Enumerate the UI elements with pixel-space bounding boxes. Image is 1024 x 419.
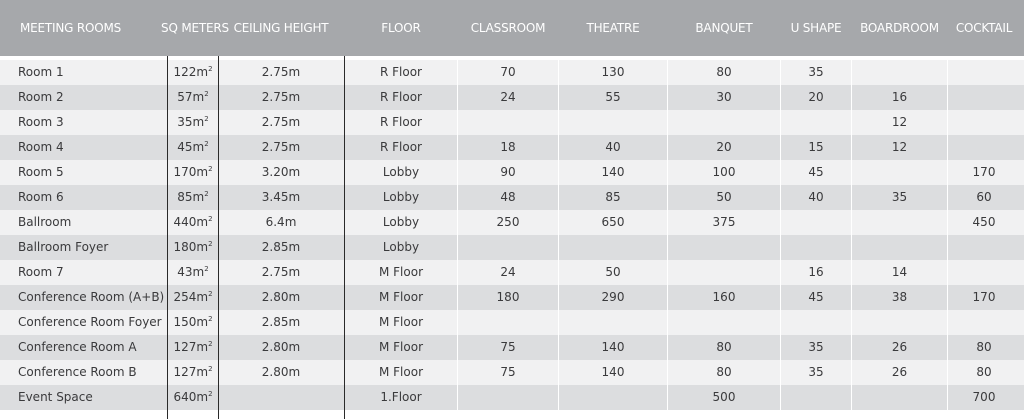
sq-meters-cell xyxy=(168,260,218,285)
squared-unit-mark: 2 xyxy=(204,140,209,148)
classroom-capacity-value: 90 xyxy=(500,165,516,179)
classroom-capacity-cell xyxy=(458,335,558,360)
table-row xyxy=(0,335,1024,360)
banquet-capacity-cell xyxy=(668,185,780,210)
ceiling-height-cell xyxy=(219,185,343,210)
sq-meters-cell xyxy=(168,85,218,110)
theatre-capacity-value: 140 xyxy=(601,340,625,354)
sq-meters-value: 57m xyxy=(177,90,205,104)
squared-unit-mark: 2 xyxy=(208,215,213,223)
floor-cell xyxy=(345,260,457,285)
u-shape-capacity-cell xyxy=(781,185,851,210)
u-shape-capacity-cell xyxy=(781,335,851,360)
ceiling-height-value: 2.75m xyxy=(261,140,301,154)
u-shape-capacity-cell xyxy=(781,285,851,310)
room-name-value: Conference Room B xyxy=(18,365,137,379)
ceiling-height-cell xyxy=(219,235,343,260)
header-meeting-rooms: MEETING ROOMS xyxy=(20,21,122,35)
room-name-value: Ballroom Foyer xyxy=(18,240,109,254)
room-name-value: Room 4 xyxy=(18,140,64,154)
floor-cell xyxy=(345,210,457,235)
banquet-capacity-value: 50 xyxy=(716,190,732,204)
ceiling-height-cell xyxy=(219,310,343,335)
theatre-capacity-value: 140 xyxy=(601,165,625,179)
boardroom-capacity-cell xyxy=(852,310,947,335)
squared-unit-mark: 2 xyxy=(208,290,213,298)
cocktail-capacity-cell xyxy=(948,185,1020,210)
ceiling-height-cell xyxy=(219,135,343,160)
header-classroom: CLASSROOM xyxy=(470,21,546,35)
column-divider xyxy=(167,56,168,419)
sq-meters-cell xyxy=(168,335,218,360)
sq-meters-cell xyxy=(168,185,218,210)
column-divider xyxy=(344,56,345,419)
table-row xyxy=(0,360,1024,385)
squared-unit-mark: 2 xyxy=(204,90,209,98)
theatre-capacity-cell xyxy=(559,360,667,385)
cocktail-capacity-cell xyxy=(948,285,1020,310)
table-row xyxy=(0,110,1024,135)
boardroom-capacity-cell xyxy=(852,285,947,310)
sq-meters-value: 180m xyxy=(173,240,209,254)
boardroom-capacity-cell xyxy=(852,210,947,235)
room-name-value: Conference Room (A+B) xyxy=(18,290,165,304)
classroom-capacity-cell xyxy=(458,160,558,185)
u-shape-capacity-value: 20 xyxy=(808,90,824,104)
classroom-capacity-cell xyxy=(458,360,558,385)
column-divider xyxy=(457,56,458,419)
floor-value: Lobby xyxy=(382,240,420,254)
room-name-cell xyxy=(0,360,165,385)
sq-meters-cell xyxy=(168,160,218,185)
ceiling-height-value: 3.45m xyxy=(261,190,301,204)
classroom-capacity-value: 24 xyxy=(500,265,516,279)
room-name-cell xyxy=(0,210,165,235)
ceiling-height-value: 2.85m xyxy=(261,240,301,254)
floor-cell xyxy=(345,160,457,185)
classroom-capacity-cell xyxy=(458,60,558,85)
classroom-capacity-value: 18 xyxy=(500,140,516,154)
cocktail-capacity-value: 60 xyxy=(976,190,992,204)
cocktail-capacity-cell xyxy=(948,235,1020,260)
u-shape-capacity-cell xyxy=(781,85,851,110)
sq-meters-value: 85m xyxy=(177,190,205,204)
classroom-capacity-value: 24 xyxy=(500,90,516,104)
header-cocktail: COCKTAIL xyxy=(955,21,1013,35)
sq-meters-value: 127m xyxy=(173,340,209,354)
table-row xyxy=(0,385,1024,410)
room-name-value: Conference Room Foyer xyxy=(18,315,162,329)
theatre-capacity-cell xyxy=(559,235,667,260)
theatre-capacity-cell xyxy=(559,285,667,310)
sq-meters-cell xyxy=(168,110,218,135)
theatre-capacity-value: 650 xyxy=(601,215,625,229)
squared-unit-mark: 2 xyxy=(208,315,213,323)
sq-meters-value: 440m xyxy=(173,215,209,229)
ceiling-height-value: 2.85m xyxy=(261,315,301,329)
table-row xyxy=(0,260,1024,285)
sq-meters-value: 43m xyxy=(177,265,205,279)
room-name-cell xyxy=(0,160,165,185)
room-name-value: Conference Room A xyxy=(18,340,137,354)
floor-value: Lobby xyxy=(382,190,420,204)
ceiling-height-cell xyxy=(219,335,343,360)
squared-unit-mark: 2 xyxy=(208,240,213,248)
sq-meters-cell xyxy=(168,210,218,235)
room-name-value: Room 2 xyxy=(18,90,64,104)
cocktail-capacity-cell xyxy=(948,210,1020,235)
classroom-capacity-cell xyxy=(458,285,558,310)
cocktail-capacity-value: 700 xyxy=(972,390,996,404)
floor-value: M Floor xyxy=(378,265,424,279)
room-name-cell xyxy=(0,60,165,85)
header-ceiling-height: CEILING HEIGHT xyxy=(233,21,329,35)
classroom-capacity-cell xyxy=(458,85,558,110)
boardroom-capacity-cell xyxy=(852,85,947,110)
floor-value: M Floor xyxy=(378,340,424,354)
banquet-capacity-value: 375 xyxy=(712,215,736,229)
room-name-value: Room 6 xyxy=(18,190,64,204)
theatre-capacity-cell xyxy=(559,210,667,235)
banquet-capacity-value: 100 xyxy=(712,165,736,179)
ceiling-height-value: 2.80m xyxy=(261,340,301,354)
boardroom-capacity-value: 12 xyxy=(891,115,908,129)
cocktail-capacity-value: 170 xyxy=(972,290,996,304)
boardroom-capacity-cell xyxy=(852,160,947,185)
banquet-capacity-cell xyxy=(668,285,780,310)
classroom-capacity-value: 70 xyxy=(500,65,516,79)
theatre-capacity-value: 85 xyxy=(605,190,621,204)
u-shape-capacity-value: 35 xyxy=(808,340,824,354)
banquet-capacity-value: 80 xyxy=(716,65,732,79)
theatre-capacity-cell xyxy=(559,385,667,410)
boardroom-capacity-cell xyxy=(852,135,947,160)
banquet-capacity-cell xyxy=(668,335,780,360)
room-name-cell xyxy=(0,235,165,260)
theatre-capacity-cell xyxy=(559,260,667,285)
u-shape-capacity-cell xyxy=(781,135,851,160)
room-name-value: Room 3 xyxy=(18,115,64,129)
u-shape-capacity-cell xyxy=(781,260,851,285)
floor-cell xyxy=(345,60,457,85)
boardroom-capacity-value: 14 xyxy=(891,265,908,279)
floor-value: M Floor xyxy=(378,315,424,329)
classroom-capacity-value: 75 xyxy=(500,365,516,379)
banquet-capacity-value: 30 xyxy=(716,90,732,104)
floor-cell xyxy=(345,285,457,310)
header-floor: FLOOR xyxy=(381,21,421,35)
classroom-capacity-cell xyxy=(458,210,558,235)
ceiling-height-value: 2.75m xyxy=(261,265,301,279)
room-name-cell xyxy=(0,85,165,110)
theatre-capacity-cell xyxy=(559,335,667,360)
table-row xyxy=(0,235,1024,260)
table-header xyxy=(0,0,1024,56)
banquet-capacity-cell xyxy=(668,60,780,85)
u-shape-capacity-cell xyxy=(781,385,851,410)
table-row xyxy=(0,60,1024,85)
classroom-capacity-cell xyxy=(458,310,558,335)
ceiling-height-value: 3.20m xyxy=(261,165,301,179)
sq-meters-value: 122m xyxy=(173,65,209,79)
boardroom-capacity-cell xyxy=(852,260,947,285)
ceiling-height-cell xyxy=(219,260,343,285)
banquet-capacity-value: 20 xyxy=(716,140,732,154)
header-sq-meters: SQ METERS xyxy=(161,21,229,35)
u-shape-capacity-value: 45 xyxy=(808,290,824,304)
banquet-capacity-value: 500 xyxy=(712,390,736,404)
floor-cell xyxy=(345,185,457,210)
classroom-capacity-cell xyxy=(458,385,558,410)
boardroom-capacity-value: 35 xyxy=(891,190,908,204)
banquet-capacity-cell xyxy=(668,310,780,335)
sq-meters-value: 127m xyxy=(173,365,209,379)
cocktail-capacity-cell xyxy=(948,60,1020,85)
room-name-value: Event Space xyxy=(18,390,93,404)
boardroom-capacity-cell xyxy=(852,360,947,385)
squared-unit-mark: 2 xyxy=(208,65,213,73)
sq-meters-cell xyxy=(168,385,218,410)
ceiling-height-cell xyxy=(219,360,343,385)
cocktail-capacity-cell xyxy=(948,135,1020,160)
room-name-cell xyxy=(0,110,165,135)
classroom-capacity-value: 180 xyxy=(496,290,520,304)
room-name-cell xyxy=(0,285,165,310)
cocktail-capacity-value: 80 xyxy=(976,365,992,379)
ceiling-height-cell xyxy=(219,85,343,110)
cocktail-capacity-value: 170 xyxy=(972,165,996,179)
boardroom-capacity-value: 38 xyxy=(891,290,908,304)
ceiling-height-cell xyxy=(219,160,343,185)
theatre-capacity-cell xyxy=(559,110,667,135)
boardroom-capacity-value: 16 xyxy=(891,90,908,104)
header-theatre: THEATRE xyxy=(586,21,640,35)
banquet-capacity-cell xyxy=(668,110,780,135)
sq-meters-cell xyxy=(168,285,218,310)
banquet-capacity-cell xyxy=(668,385,780,410)
u-shape-capacity-cell xyxy=(781,360,851,385)
banquet-capacity-cell xyxy=(668,210,780,235)
room-name-cell xyxy=(0,385,165,410)
column-divider xyxy=(558,56,559,419)
cocktail-capacity-cell xyxy=(948,110,1020,135)
ceiling-height-cell xyxy=(219,285,343,310)
u-shape-capacity-value: 35 xyxy=(808,365,824,379)
theatre-capacity-cell xyxy=(559,85,667,110)
sq-meters-cell xyxy=(168,60,218,85)
u-shape-capacity-value: 40 xyxy=(808,190,824,204)
table-row xyxy=(0,185,1024,210)
floor-cell xyxy=(345,360,457,385)
squared-unit-mark: 2 xyxy=(204,115,209,123)
theatre-capacity-value: 140 xyxy=(601,365,625,379)
column-divider xyxy=(667,56,668,419)
floor-cell xyxy=(345,85,457,110)
banquet-capacity-cell xyxy=(668,85,780,110)
floor-cell xyxy=(345,235,457,260)
floor-cell xyxy=(345,310,457,335)
header-boardroom: BOARDROOM xyxy=(860,21,939,35)
room-name-value: Room 1 xyxy=(18,65,64,79)
theatre-capacity-cell xyxy=(559,185,667,210)
boardroom-capacity-cell xyxy=(852,385,947,410)
classroom-capacity-cell xyxy=(458,235,558,260)
boardroom-capacity-cell xyxy=(852,335,947,360)
floor-value: Lobby xyxy=(382,165,420,179)
banquet-capacity-value: 80 xyxy=(716,340,732,354)
floor-value: M Floor xyxy=(378,365,424,379)
u-shape-capacity-cell xyxy=(781,60,851,85)
theatre-capacity-value: 40 xyxy=(605,140,621,154)
room-name-cell xyxy=(0,185,165,210)
squared-unit-mark: 2 xyxy=(208,165,213,173)
classroom-capacity-cell xyxy=(458,135,558,160)
boardroom-capacity-value: 26 xyxy=(891,340,908,354)
u-shape-capacity-value: 16 xyxy=(808,265,824,279)
floor-value: 1.Floor xyxy=(380,390,422,404)
floor-value: R Floor xyxy=(379,90,422,104)
cocktail-capacity-cell xyxy=(948,160,1020,185)
banquet-capacity-value: 80 xyxy=(716,365,732,379)
boardroom-capacity-cell xyxy=(852,110,947,135)
cocktail-capacity-value: 80 xyxy=(976,340,992,354)
classroom-capacity-value: 250 xyxy=(496,215,520,229)
floor-cell xyxy=(345,110,457,135)
sq-meters-cell xyxy=(168,235,218,260)
classroom-capacity-value: 48 xyxy=(500,190,516,204)
boardroom-capacity-cell xyxy=(852,60,947,85)
ceiling-height-value: 2.75m xyxy=(261,115,301,129)
ceiling-height-cell xyxy=(219,385,343,410)
banquet-capacity-value: 160 xyxy=(712,290,736,304)
floor-cell xyxy=(345,385,457,410)
room-name-value: Room 7 xyxy=(18,265,64,279)
boardroom-capacity-value: 26 xyxy=(891,365,908,379)
boardroom-capacity-cell xyxy=(852,185,947,210)
floor-cell xyxy=(345,335,457,360)
cocktail-capacity-cell xyxy=(948,360,1020,385)
table-row xyxy=(0,210,1024,235)
header-u-shape: U SHAPE xyxy=(790,21,842,35)
banquet-capacity-cell xyxy=(668,360,780,385)
theatre-capacity-cell xyxy=(559,60,667,85)
squared-unit-mark: 2 xyxy=(204,190,209,198)
u-shape-capacity-cell xyxy=(781,310,851,335)
floor-cell xyxy=(345,135,457,160)
banquet-capacity-cell xyxy=(668,260,780,285)
theatre-capacity-value: 130 xyxy=(601,65,625,79)
sq-meters-cell xyxy=(168,360,218,385)
theatre-capacity-value: 50 xyxy=(605,265,621,279)
u-shape-capacity-cell xyxy=(781,235,851,260)
cocktail-capacity-cell xyxy=(948,335,1020,360)
room-name-cell xyxy=(0,335,165,360)
table-row xyxy=(0,285,1024,310)
cocktail-capacity-value: 450 xyxy=(972,215,996,229)
cocktail-capacity-cell xyxy=(948,310,1020,335)
floor-value: R Floor xyxy=(379,140,422,154)
boardroom-capacity-value: 12 xyxy=(891,140,908,154)
header-banquet: BANQUET xyxy=(695,21,753,35)
u-shape-capacity-value: 45 xyxy=(808,165,824,179)
cocktail-capacity-cell xyxy=(948,385,1020,410)
cocktail-capacity-cell xyxy=(948,85,1020,110)
sq-meters-value: 170m xyxy=(173,165,209,179)
u-shape-capacity-value: 15 xyxy=(808,140,824,154)
theatre-capacity-cell xyxy=(559,310,667,335)
boardroom-capacity-cell xyxy=(852,235,947,260)
table-row xyxy=(0,160,1024,185)
room-name-value: Room 5 xyxy=(18,165,64,179)
ceiling-height-value: 6.4m xyxy=(265,215,297,229)
squared-unit-mark: 2 xyxy=(208,390,213,398)
table-row xyxy=(0,310,1024,335)
u-shape-capacity-cell xyxy=(781,110,851,135)
classroom-capacity-value: 75 xyxy=(500,340,516,354)
ceiling-height-cell xyxy=(219,210,343,235)
column-divider xyxy=(947,56,948,419)
u-shape-capacity-cell xyxy=(781,210,851,235)
squared-unit-mark: 2 xyxy=(204,265,209,273)
ceiling-height-value: 2.75m xyxy=(261,90,301,104)
theatre-capacity-value: 55 xyxy=(605,90,621,104)
classroom-capacity-cell xyxy=(458,260,558,285)
table-row xyxy=(0,85,1024,110)
classroom-capacity-cell xyxy=(458,110,558,135)
sq-meters-cell xyxy=(168,135,218,160)
room-name-cell xyxy=(0,260,165,285)
room-name-cell xyxy=(0,135,165,160)
banquet-capacity-cell xyxy=(668,235,780,260)
theatre-capacity-value: 290 xyxy=(601,290,625,304)
ceiling-height-value: 2.80m xyxy=(261,290,301,304)
column-divider xyxy=(780,56,781,419)
theatre-capacity-cell xyxy=(559,160,667,185)
room-name-value: Ballroom xyxy=(18,215,72,229)
classroom-capacity-cell xyxy=(458,185,558,210)
ceiling-height-cell xyxy=(219,60,343,85)
column-divider xyxy=(851,56,852,419)
squared-unit-mark: 2 xyxy=(208,340,213,348)
cocktail-capacity-cell xyxy=(948,260,1020,285)
u-shape-capacity-value: 35 xyxy=(808,65,824,79)
floor-value: Lobby xyxy=(382,215,420,229)
sq-meters-cell xyxy=(168,310,218,335)
banquet-capacity-cell xyxy=(668,160,780,185)
sq-meters-value: 45m xyxy=(177,140,205,154)
u-shape-capacity-cell xyxy=(781,160,851,185)
squared-unit-mark: 2 xyxy=(208,365,213,373)
sq-meters-value: 35m xyxy=(177,115,205,129)
floor-value: M Floor xyxy=(378,290,424,304)
ceiling-height-cell xyxy=(219,110,343,135)
theatre-capacity-cell xyxy=(559,135,667,160)
sq-meters-value: 150m xyxy=(173,315,209,329)
room-name-cell xyxy=(0,310,165,335)
floor-value: R Floor xyxy=(379,115,422,129)
ceiling-height-value: 2.80m xyxy=(261,365,301,379)
column-divider xyxy=(218,56,219,419)
sq-meters-value: 254m xyxy=(173,290,209,304)
sq-meters-value: 640m xyxy=(173,390,209,404)
banquet-capacity-cell xyxy=(668,135,780,160)
table-row xyxy=(0,135,1024,160)
floor-value: R Floor xyxy=(379,65,422,79)
ceiling-height-value: 2.75m xyxy=(261,65,301,79)
